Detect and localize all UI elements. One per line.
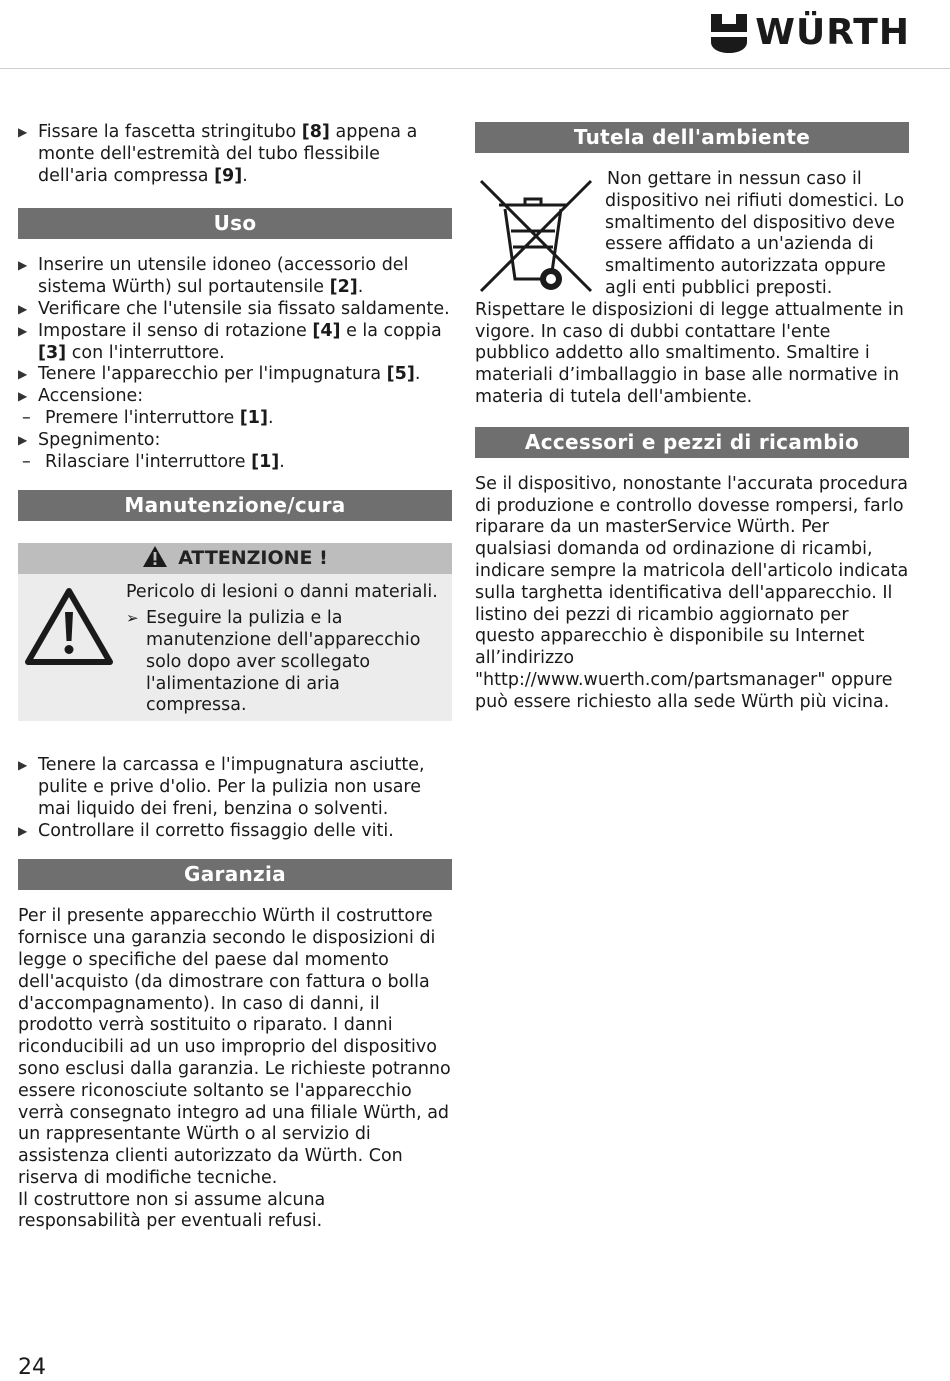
list-item: ▶ Tenere la carcassa e l'impugnatura asciutte, pulite e prive d'olio. Per la pulizia non usare mai liquido dei freni, benzina o solventi. bbox=[18, 755, 452, 820]
brand-logo bbox=[709, 12, 910, 54]
list-item-intro: ▶ Fissare la fascetta stringitubo [8] appena a monte dell'estremità del tubo flessibile dell'aria compressa [9]. bbox=[18, 122, 452, 187]
crossed-bin-icon bbox=[475, 175, 597, 295]
section-heading-ambiente: Tutela dell'ambiente bbox=[475, 122, 909, 153]
page-number: 24 bbox=[18, 1355, 46, 1380]
left-column bbox=[18, 122, 452, 1233]
list-item: ▶ Accensione: bbox=[18, 386, 452, 408]
header-divider bbox=[0, 68, 950, 69]
logo-wordmark: WÜRTH bbox=[755, 12, 910, 53]
list-item: ▶ Inserire un utensile idoneo (accessorio del sistema Würth) sul portautensile [2]. bbox=[18, 255, 452, 299]
section-heading-manutenzione: Manutenzione/cura bbox=[18, 490, 452, 521]
warning-triangle-icon bbox=[142, 545, 168, 568]
right-column bbox=[475, 122, 909, 714]
warning-instruction: ➢ Eseguire la pulizia e la manutenzione dell'apparecchio solo dopo aver scollegato l'alimentazione di aria compressa. bbox=[126, 608, 442, 717]
environment-block: Non gettare in nessun caso il dispositivo nei rifiuti domestici. Lo smaltimento del dispositivo deve essere affidato a un'azienda di smaltimento autorizzata oppure agli enti pubblici preposti. Rispettare le disposizioni di legge attualmente in vigore. In caso di dubbi contattare l'ente pubblico addetto allo smaltimento. Smaltire i materiali d’imballaggio in base alle normative in materia di tutela dell'ambiente. bbox=[475, 169, 905, 407]
warning-header: ATTENZIONE ! bbox=[18, 543, 452, 574]
sub-list-item: – Premere l'interruttore [1]. bbox=[18, 408, 452, 430]
paragraph: Per il presente apparecchio Würth il costruttore fornisce una garanzia secondo le disposizioni di legge o specifiche del paese dal momento dell'acquisto (da dimostrare con fattura o bolla d'accompagnamento). In caso di danni, il prodotto verrà sostituito o riparato. I danni riconducibili ad un uso improprio del dispositivo sono esclusi dalla garanzia. Le richieste potranno essere riconosciute soltanto se l'apparecchio verrà consegnato integro ad una filiale Würth, ad un rappresentante Würth o al servizio di assistenza clienti autorizzato da Würth. Con riserva di modifiche tecniche. bbox=[18, 906, 451, 1188]
section-heading-accessori: Accessori e pezzi di ricambio bbox=[475, 427, 909, 458]
list-item: ▶ Verificare che l'utensile sia fissato saldamente. bbox=[18, 299, 452, 321]
warning-large-icon bbox=[24, 586, 114, 666]
list-item: ▶ Spegnimento: bbox=[18, 430, 452, 452]
section-heading-garanzia: Garanzia bbox=[18, 859, 452, 890]
wurth-logo-icon bbox=[709, 12, 749, 54]
warning-box bbox=[18, 543, 452, 721]
section-heading-uso: Uso bbox=[18, 208, 452, 239]
sub-list-item: – Rilasciare l'interruttore [1]. bbox=[18, 452, 452, 474]
paragraph: Il costruttore non si assume alcuna responsabilità per eventuali refusi. bbox=[18, 1189, 326, 1232]
paragraph: Se il dispositivo, nonostante l'accurata procedura di produzione e controllo dovesse rompersi, farlo riparare da un masterService Würth. Per qualsiasi domanda od ordinazione di ricambi, indicare sempre la matricola dell'articolo indicata sulla targhetta identificativa dell'apparecchio. Il listino dei pezzi di ricambio aggiornato per questo apparecchio è disponibile su Internet all’indirizzo "http://www.wuerth.com/partsmanager" oppure può essere richiesto alla sede Würth più vicina. bbox=[475, 473, 909, 712]
warning-text: Pericolo di lesioni o danni materiali. bbox=[126, 582, 438, 603]
list-item: ▶ Impostare il senso di rotazione [4] e la coppia [3] con l'interruttore. bbox=[18, 321, 452, 365]
list-item: ▶ Tenere l'apparecchio per l'impugnatura [5]. bbox=[18, 364, 452, 386]
list-item: ▶ Controllare il corretto fissaggio delle viti. bbox=[18, 821, 452, 843]
